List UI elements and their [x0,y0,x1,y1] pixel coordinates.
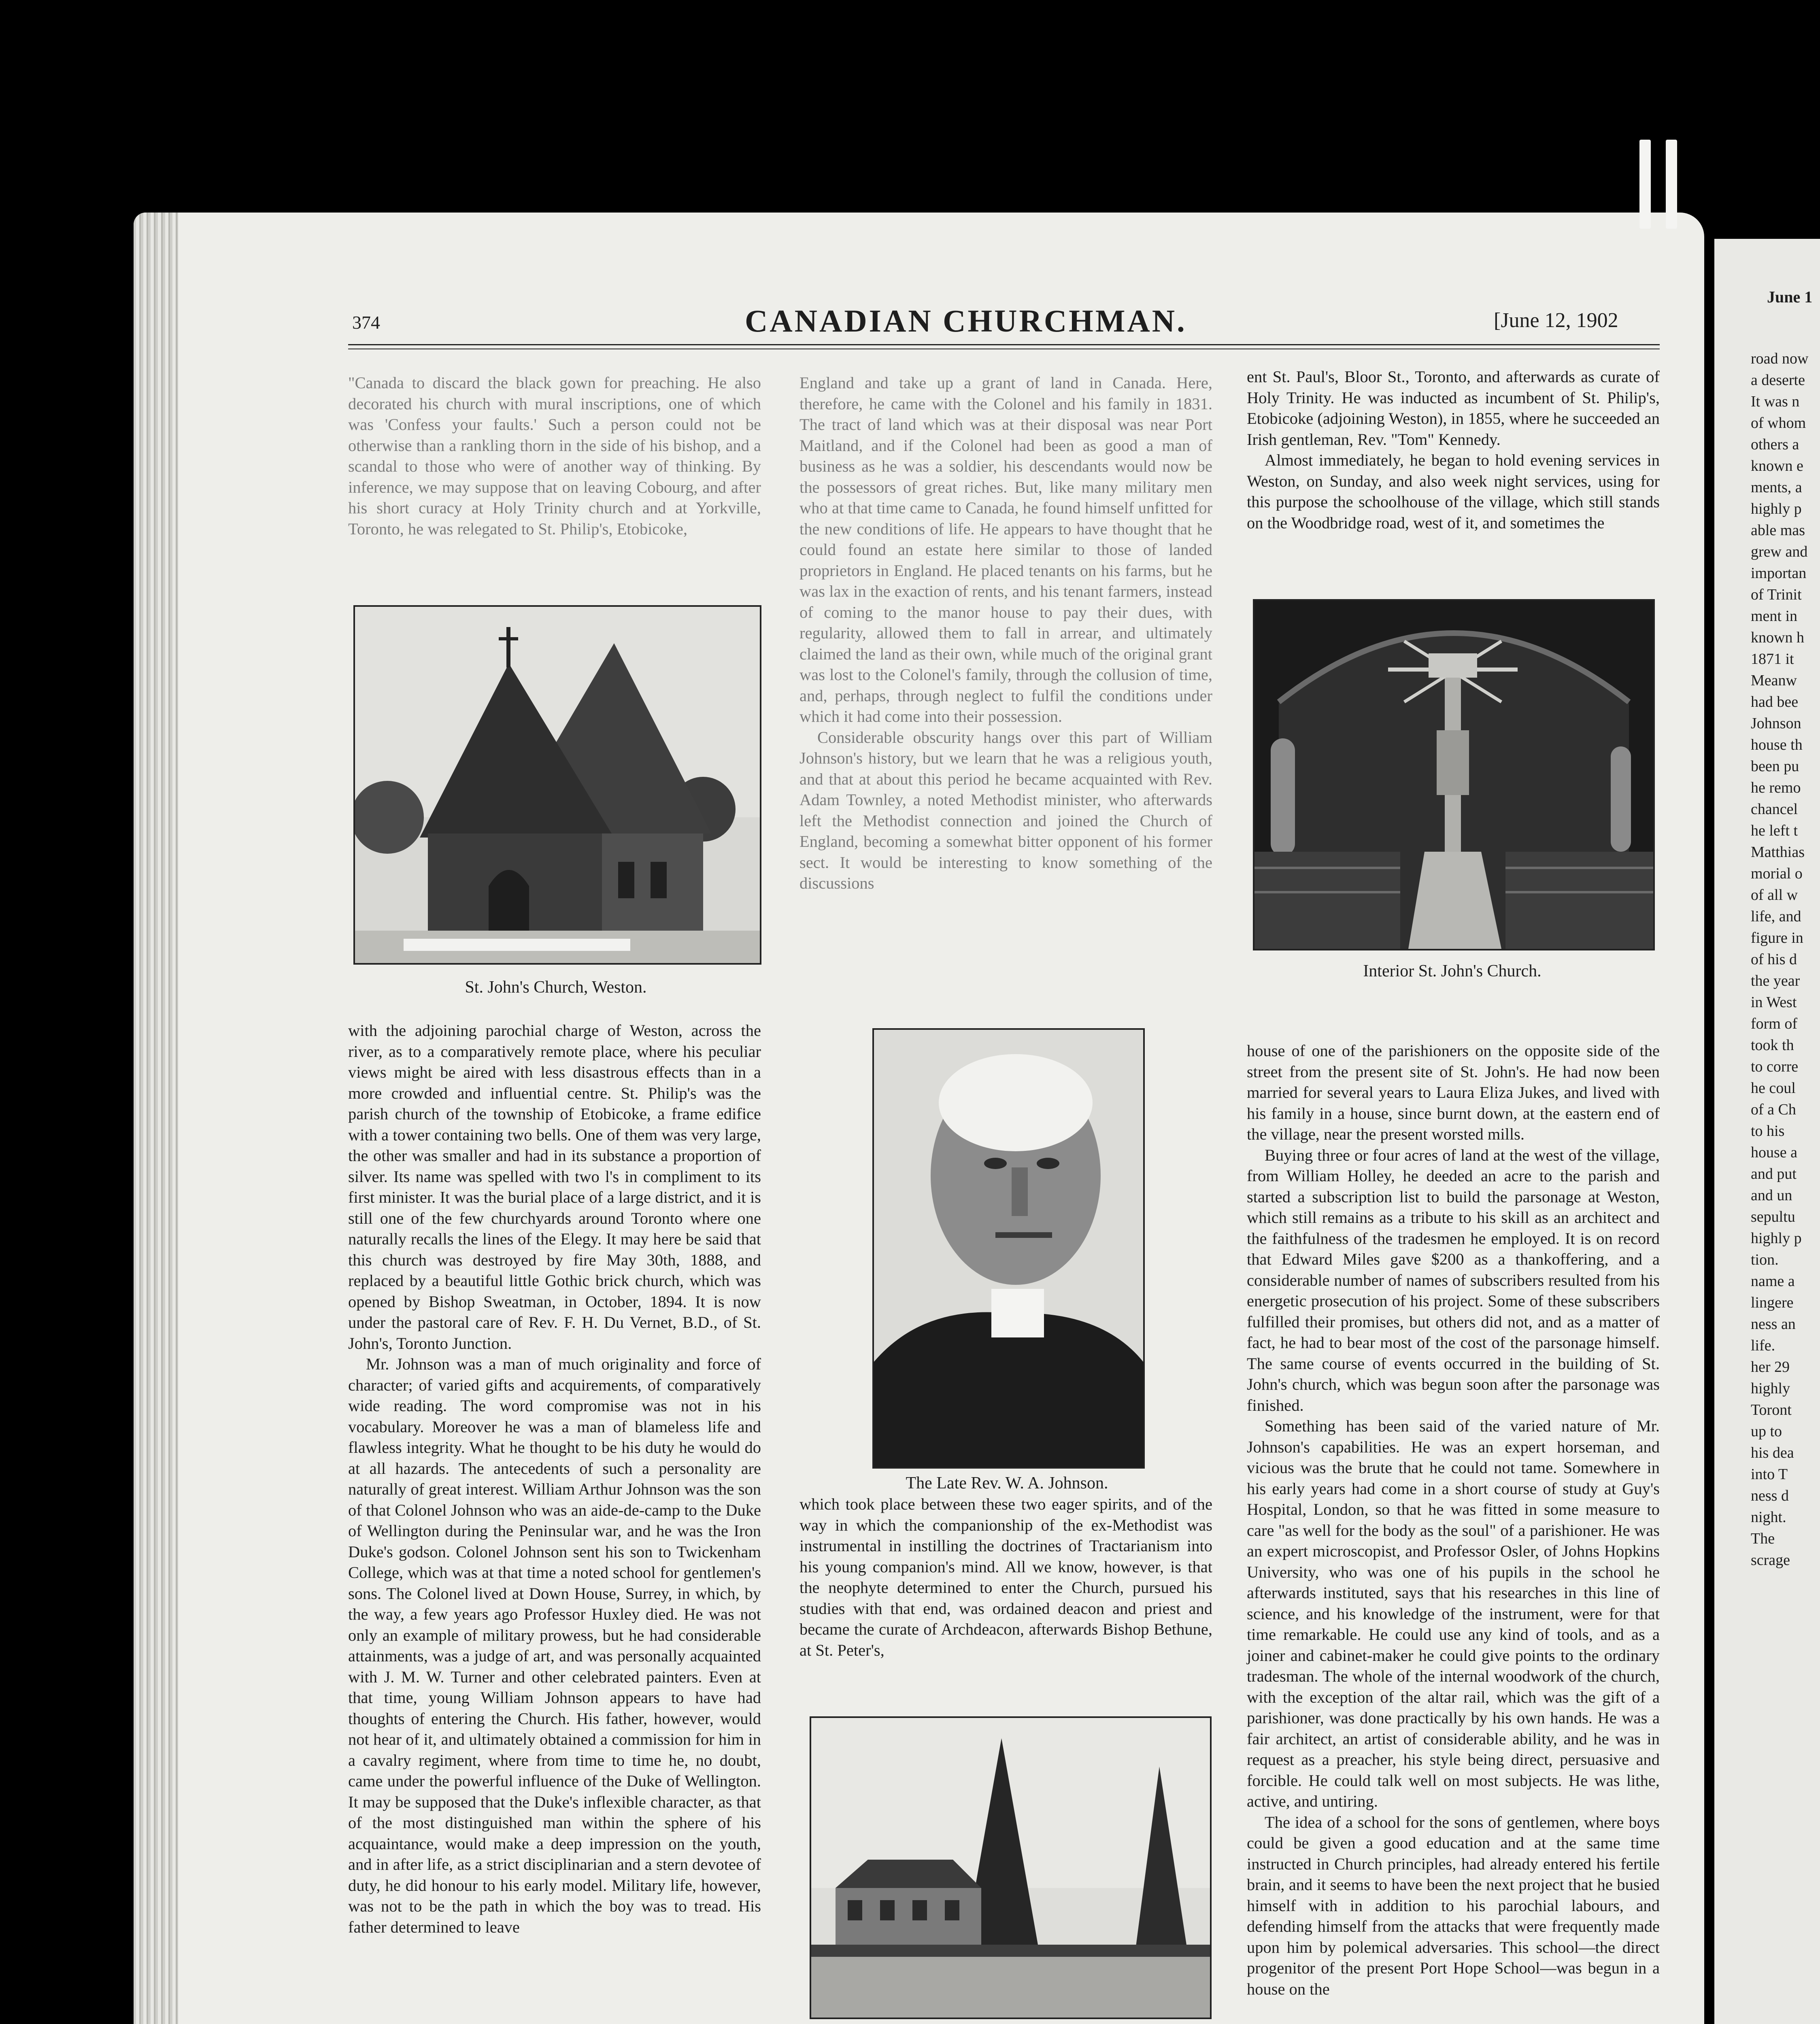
adjacent-page-text [1751,348,1820,1571]
adjacent-page-line: been pu [1751,758,1799,775]
adjacent-page-line: ness an [1751,1316,1796,1333]
adjacent-page-line: up to [1751,1423,1782,1440]
interior-photo-caption: Interior St. John's Church. [1363,962,1541,980]
church-photo-caption: St. John's Church, Weston. [465,978,647,997]
adjacent-page-line: others a [1751,436,1799,453]
adjacent-page-line: able mas [1751,522,1805,539]
paragraph: Mr. Johnson was a man of much originality and force of character; of varied gifts and acquirements, of comparatively wide reading. The word compromise was not in his vocabulary. Moreover he was a man of blameless life and flawless integrity. What he thought to be his duty he would do at all hazards. The antecedents of such a personality are naturally of great interest. William Arthur Johnson was the son of that Colonel Johnson who was an aide-de-camp to the Duke of Wellington during the Peninsular war, and he was the Iron Duke's godson. Colonel Johnson sent his son to Twickenham College, which was at that time a noted school for gentlemen's sons. The Colonel lived at Down House, Surrey, in which, by the way, a few years ago Professor Huxley died. He was not only an example of military prowess, but he had considerable attainments, was a judge of art, and was personally acquainted with J. M. W. Turner and other celebrated painters. Even at that time, young William Johnson appears to have had thoughts of entering the Church. His father, however, would not hear of it, and ultimately obtained a commission for him in a cavalry regiment, where from time to time he, no doubt, came under the powerful influence of the Duke of Wellington. It may be supposed that the Duke's inflexible character, as that of the most distinguished man within the sphere of his acquaintance, would make a deep impression on the youth, and in after life, as a strict disciplinarian and a stern devotee of duty, he did honour to his early model. Military life, however, was not to be the path in which the boy was to tread. His father determined to leave [348,1355,761,1936]
adjacent-page-line: of whom [1751,415,1806,432]
column-1-top-text [348,372,761,539]
adjacent-page-line: the year [1751,972,1800,989]
adjacent-page-line: highly p [1751,1230,1802,1247]
adjacent-page-line: into T [1751,1466,1788,1483]
column-3-top-text [1247,366,1660,533]
issue-date: [June 12, 1902 [1494,309,1618,332]
church-photo [353,605,761,965]
adjacent-page-line: of his d [1751,951,1797,968]
adjacent-page-line: his dea [1751,1444,1794,1461]
adjacent-page-line: Meanw [1751,672,1797,689]
adjacent-page-line: house th [1751,736,1803,753]
adjacent-page-line: grew and [1751,543,1808,560]
paragraph: Buying three or four acres of land at the west of the village, from William Holley, he deeded an acre to the parish and started a subscription list to build the parsonage at Weston, which still remains as a tribute to his skill as an architect and the faithfulness of the tradesmen he employed. It is on record that Edward Miles gave $200 as a thankoffering, and a considerable number of names of subscribers resulted from his energetic prosecution of his project. Some of these subscribers fulfilled their promises, but others did not, and as a matter of fact, he had to bear most of the cost of the parsonage himself. The same course of events occurred in the building of St. John's church, which was begun soon after the parsonage was finished. [1247,1146,1660,1414]
adjacent-page-line: scrage [1751,1552,1790,1569]
adjacent-page-line: figure in [1751,929,1803,946]
film-mark [1666,140,1677,229]
adjacent-page-line: highly [1751,1380,1790,1397]
adjacent-page-line: her 29 [1751,1359,1790,1376]
header-rule [348,344,1660,349]
column-2-top-text [799,372,1212,894]
adjacent-page-line: highly p [1751,500,1802,517]
adjacent-page-line: to corre [1751,1058,1799,1075]
adjacent-page-line: The [1751,1530,1775,1547]
adjacent-page-line: form of [1751,1015,1798,1032]
paragraph: England and take up a grant of land in Canada. Here, therefore, he came with the Colonel and his family in 1831. The tract of land which was at their disposal was near Port Maitland, and if the Colonel had been as good a man of business as he was a soldier, his descendants would now be the possessors of great riches. But, like many military men who at that time came to Canada, he found himself unfitted for the new conditions of life. He appears to have thought that he could found an estate here similar to those of landed proprietors in England. He placed tenants on his farms, but he was lax in the exaction of rents, and his tenant farmers, instead of coming to the manor house to pay their dues, with regularity, allowed them to fall in arrear, and ultimately claimed the land as their own, while much of the original grant was lost to the Colonel's family, through the collusion of time, and, perhaps, through neglect to fulfil the conditions under which it had come into their possession. [799,374,1212,725]
adjacent-page-line: lingere [1751,1294,1794,1311]
paragraph: with the adjoining parochial charge of Weston, across the river, as to a comparatively remote place, where his peculiar views might be aired with less disastrous effects than in a more crowded and influential centre. St. Philip's was the parish church of the township of Etobicoke, a frame edifice with a tower containing two bells. One of them was very large, the other was smaller and had in its substance a proportion of silver. Its name was spelled with two l's in compliment to its first minister. It was the burial place of a large district, and it is still one of the few churchyards around Toronto where one naturally recalls the lines of the Elegy. It may here be said that this church was destroyed by fire May 30th, 1888, and replaced by a beautiful little Gothic brick church, which was opened by Bishop Sweatman, in October, 1894. It is now under the pastoral care of Rev. F. H. Du Vernet, B.D., of St. John's, Toronto Junction. [348,1021,761,1352]
film-mark [1639,140,1651,229]
adjacent-page-line: house a [1751,1144,1798,1161]
adjacent-page-line: road now [1751,350,1809,367]
column-2-middle-text [799,1494,1212,1660]
adjacent-page-line: morial o [1751,865,1803,882]
paragraph: The idea of a school for the sons of gentlemen, where boys could be given a good education and at the same time instructed in Church principles, had already entered his fertile brain, and it seems to have been the next project that he busied himself with in addition to his parochial labours, and defending himself from the attacks that were frequently made upon him by polemical adversaries. This school—the direct progenitor of the present Port Hope School—was begun in a house on the [1247,1813,1660,1998]
adjacent-page-line: importan [1751,565,1807,582]
portrait-photo [872,1028,1145,1469]
portrait-photo-caption: The Late Rev. W. A. Johnson. [906,1474,1108,1492]
paragraph: which took place between these two eager spirits, and of the way in which the companionship of the ex-Methodist was instrumental in instilling the doctrines of Tractarianism into his young companion's mind. All we know, however, is that the neophyte determined to enter the Church, pursued his studies with that end, was ordained deacon and priest and became the curate of Archdeacon, afterwards Bishop Bethune, at St. Peter's, [799,1495,1212,1659]
adjacent-page-line: he left t [1751,822,1798,839]
adjacent-page-line: ness d [1751,1487,1789,1504]
adjacent-page-line: known e [1751,457,1803,474]
adjacent-page-line: life, and [1751,908,1801,925]
adjacent-page-line: in West [1751,994,1797,1011]
paragraph: ent St. Paul's, Bloor St., Toronto, and afterwards as curate of Holy Trinity. He was inducted as incumbent of St. Philip's, Etobicoke (adjoining Weston), in 1855, where he succeeded an Irish gentleman, Rev. "Tom" Kennedy. [1247,368,1660,449]
page-number: 374 [352,312,380,333]
adjacent-page-line: he coul [1751,1080,1796,1097]
adjacent-page-line: of all w [1751,887,1798,904]
paragraph: "Canada to discard the black gown for preaching. He also decorated his church with mural inscriptions, one of which was 'Confess your faults.' Such a person could not be otherwise than a rankling thorn in the side of his bishop, and a scandal to those who were of another way of thinking. By inference, we may suppose that on leaving Cobourg, and after his short curacy at Holy Trinity church and at Yorkville, Toronto, he was relegated to St. Philip's, Etobicoke, [348,374,761,538]
adjacent-page-line: It was n [1751,393,1800,410]
adjacent-page-line: ments, a [1751,479,1802,496]
adjacent-page-line: tion. [1751,1251,1779,1268]
adjacent-page-line: sepultu [1751,1208,1795,1225]
adjacent-page-line: 1871 it [1751,651,1794,668]
column-3-main-text [1247,1040,1660,1999]
adjacent-page-line: Matthias [1751,844,1805,861]
adjacent-page-line: chancel [1751,801,1798,818]
column-1-main-text [348,1020,761,1937]
adjacent-page-line: to his [1751,1123,1785,1140]
adjacent-page-line: Johnson [1751,715,1801,732]
adjacent-page-line: of a Ch [1751,1101,1796,1118]
adjacent-page-fragment [1714,239,1820,2024]
paragraph: house of one of the parishioners on the opposite side of the street from the present site of St. John's. He had now been married for several years to Laura Eliza Jukes, and lived with his family in a house, since burnt down, at the eastern end of the village, near the present worsted mills. [1247,1042,1660,1143]
adjacent-page-line: name a [1751,1273,1795,1290]
adjacent-page-line: and un [1751,1187,1792,1204]
adjacent-page-date: June 1 [1767,288,1813,306]
paragraph: Almost immediately, he began to hold evening services in Weston, on Sunday, and also week night services, using for this purpose the schoolhouse of the village, which still stands on the Woodbridge road, west of it, and sometimes the [1247,451,1660,532]
adjacent-page-line: of Trinit [1751,586,1802,603]
interior-photo [1253,599,1655,950]
adjacent-page-line: took th [1751,1037,1794,1054]
parsonage-photo [810,1716,1212,2019]
adjacent-page-line: and put [1751,1165,1797,1182]
adjacent-page-line: night. [1751,1509,1786,1526]
adjacent-page-line: life. [1751,1337,1775,1354]
adjacent-page-line: had bee [1751,693,1799,710]
adjacent-page-line: he remo [1751,779,1801,796]
adjacent-page-line: ment in [1751,608,1798,625]
page-binding-edge [134,213,178,2024]
masthead-title: CANADIAN CHURCHMAN. [745,303,1187,338]
adjacent-page-line: known h [1751,629,1804,646]
paragraph: Something has been said of the varied nature of Mr. Johnson's capabilities. He was an expert horseman, and vicious was the brute that he could not tame. Somewhere in his early years had come in a short course of study at Guy's Hospital, London, so that he was fitted in some measure to care "as well for the body as the soul" of a parishioner. He was an expert microscopist, and Professor Osler, of Johns Hopkins University, who was one of his pupils in the school he afterwards instituted, says that his researches in this line of science, and his knowledge of the instrument, were for that time remarkable. He could use any kind of tools, and as a joiner and cabinet-maker he could give points to the ordinary tradesman. The whole of the internal woodwork of the church, with the exception of the altar rail, which was the gift of a parishioner, was done practically by his own hands. He was a fair architect, an artist of considerable ability, and he was in request as a preacher, his style being direct, persuasive and forcible. He could talk well on most subjects. He was lithe, active, and untiring. [1247,1417,1660,1810]
paragraph: Considerable obscurity hangs over this part of William Johnson's history, but we learn that he was a religious youth, and that at about this period he became acquainted with Rev. Adam Townley, a noted Methodist minister, who afterwards left the Methodist connection and joined the Church of England, becoming a somewhat bitter opponent of his former sect. It would be interesting to know something of the discussions [799,728,1212,892]
adjacent-page-line: a deserte [1751,372,1805,389]
adjacent-page-line: Toront [1751,1401,1792,1418]
